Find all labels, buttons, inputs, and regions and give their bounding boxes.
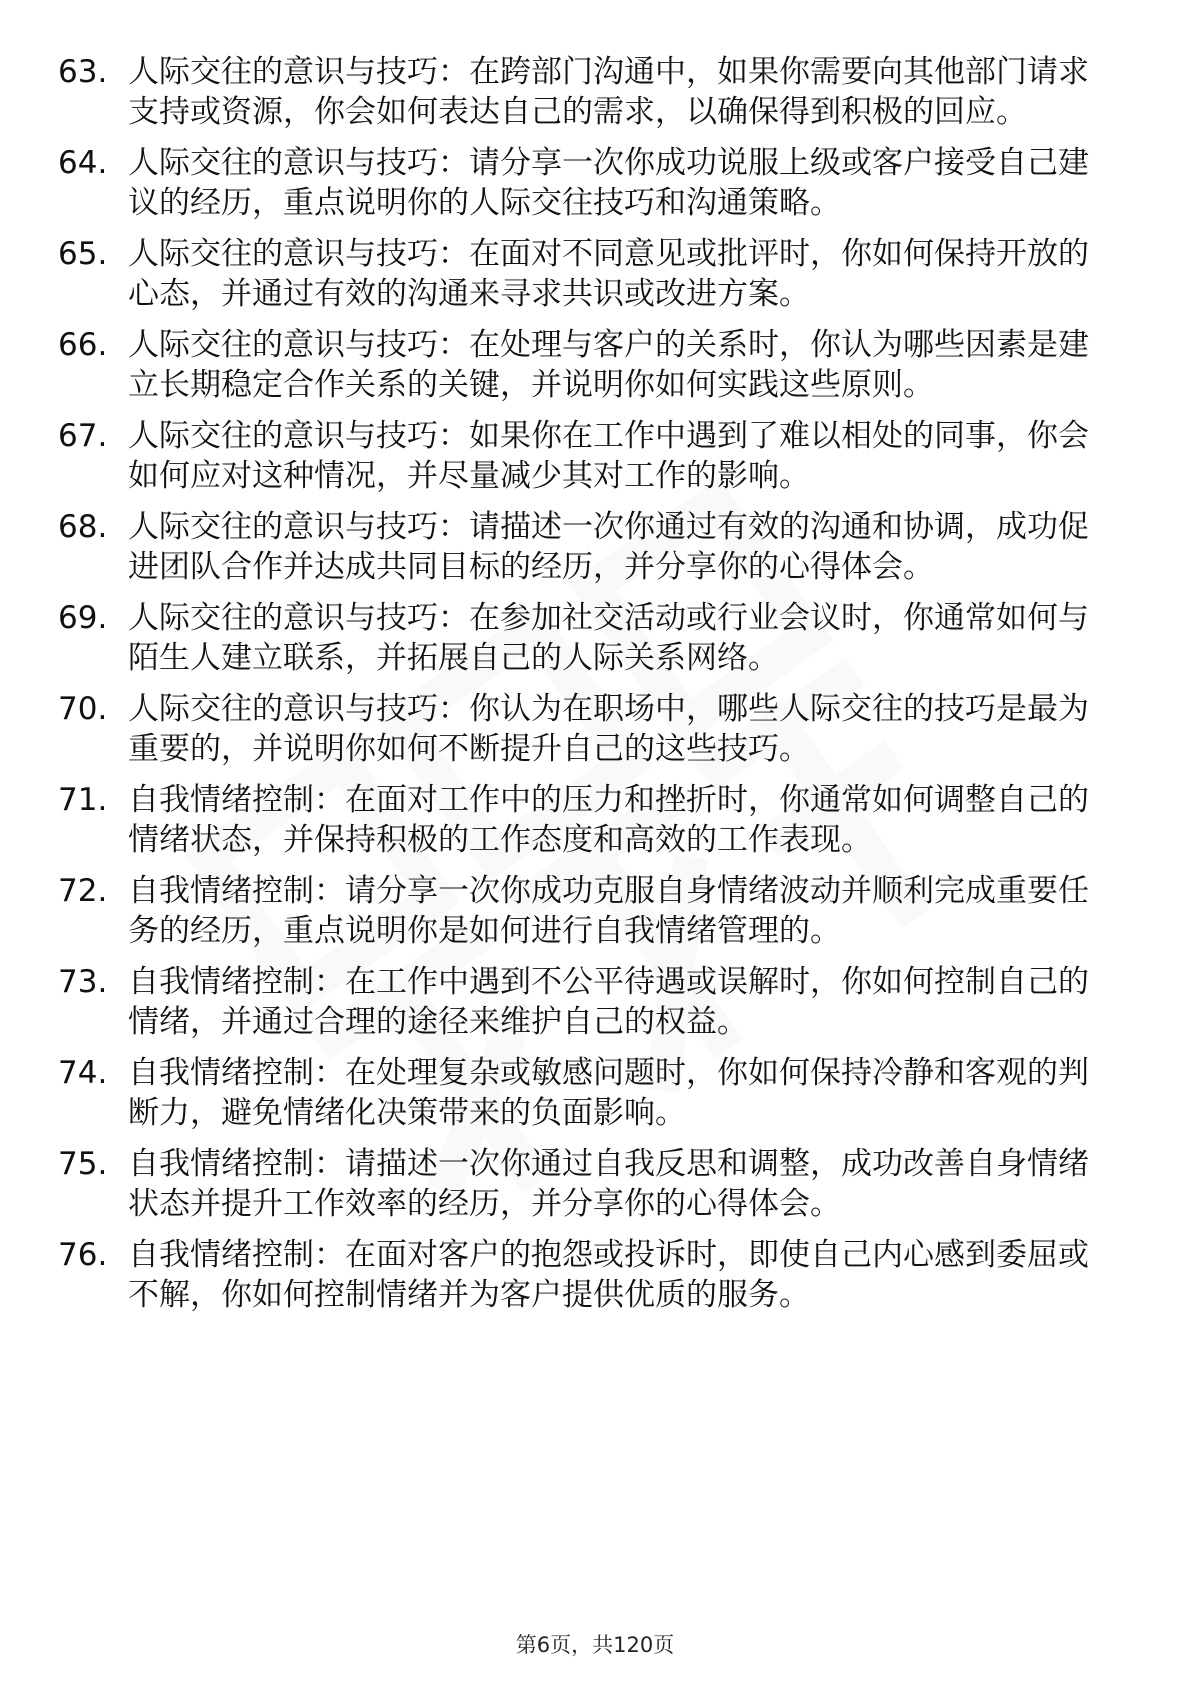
question-item-71 <box>58 780 1118 860</box>
question-item-72 <box>58 871 1118 951</box>
question-item-68 <box>58 507 1118 587</box>
question-number: 66. <box>58 327 108 363</box>
question-number: 72. <box>58 873 108 909</box>
question-number: 70. <box>58 691 108 727</box>
question-text: 人际交往的意识与技巧：在参加社交活动或行业会议时，你通常如何与陌生人建立联系，并拓展自己的人际关系网络。 <box>128 600 1089 676</box>
question-text: 人际交往的意识与技巧：请描述一次你通过有效的沟通和协调，成功促进团队合作并达成共同目标的经历，并分享你的心得体会。 <box>128 509 1089 585</box>
question-item-66 <box>58 325 1118 405</box>
question-text: 人际交往的意识与技巧：在面对不同意见或批评时，你如何保持开放的心态，并通过有效的沟通来寻求共识或改进方案。 <box>128 236 1089 312</box>
question-item-74 <box>58 1053 1118 1133</box>
question-item-69 <box>58 598 1118 678</box>
question-item-70 <box>58 689 1118 769</box>
question-text: 人际交往的意识与技巧：请分享一次你成功说服上级或客户接受自己建议的经历，重点说明你的人际交往技巧和沟通策略。 <box>128 145 1089 221</box>
question-number: 74. <box>58 1055 108 1091</box>
question-text: 自我情绪控制：在面对工作中的压力和挫折时，你通常如何调整自己的情绪状态，并保持积极的工作态度和高效的工作表现。 <box>128 782 1089 858</box>
question-text: 自我情绪控制：在工作中遇到不公平待遇或误解时，你如何控制自己的情绪，并通过合理的途径来维护自己的权益。 <box>128 964 1089 1040</box>
question-number: 63. <box>58 54 108 90</box>
question-number: 65. <box>58 236 108 272</box>
question-item-67 <box>58 416 1118 496</box>
question-number: 68. <box>58 509 108 545</box>
question-item-63 <box>58 52 1118 132</box>
question-item-65 <box>58 234 1118 314</box>
question-number: 64. <box>58 145 108 181</box>
question-number: 67. <box>58 418 108 454</box>
question-text: 自我情绪控制：请描述一次你通过自我反思和调整，成功改善自身情绪状态并提升工作效率的经历，并分享你的心得体会。 <box>128 1146 1089 1222</box>
question-item-76 <box>58 1235 1118 1315</box>
question-number: 73. <box>58 964 108 1000</box>
question-text: 人际交往的意识与技巧：在处理与客户的关系时，你认为哪些因素是建立长期稳定合作关系的关键，并说明你如何实践这些原则。 <box>128 327 1089 403</box>
question-list <box>58 52 1118 1326</box>
question-item-75 <box>58 1144 1118 1224</box>
question-text: 自我情绪控制：在面对客户的抱怨或投诉时，即使自己内心感到委屈或不解，你如何控制情绪并为客户提供优质的服务。 <box>128 1237 1089 1313</box>
question-text: 自我情绪控制：在处理复杂或敏感问题时，你如何保持冷静和客观的判断力，避免情绪化决策带来的负面影响。 <box>128 1055 1089 1131</box>
question-item-64 <box>58 143 1118 223</box>
question-item-73 <box>58 962 1118 1042</box>
question-number: 75. <box>58 1146 108 1182</box>
question-text: 人际交往的意识与技巧：如果你在工作中遇到了难以相处的同事，你会如何应对这种情况，并尽量减少其对工作的影响。 <box>128 418 1089 494</box>
question-text: 自我情绪控制：请分享一次你成功克服自身情绪波动并顺利完成重要任务的经历，重点说明你是如何进行自我情绪管理的。 <box>128 873 1089 949</box>
question-number: 76. <box>58 1237 108 1273</box>
question-text: 人际交往的意识与技巧：在跨部门沟通中，如果你需要向其他部门请求支持或资源，你会如何表达自己的需求，以确保得到积极的回应。 <box>128 54 1089 130</box>
question-text: 人际交往的意识与技巧：你认为在职场中，哪些人际交往的技巧是最为重要的，并说明你如何不断提升自己的这些技巧。 <box>128 691 1089 767</box>
question-number: 71. <box>58 782 108 818</box>
question-number: 69. <box>58 600 108 636</box>
page-footer: 第6页，共120页 <box>515 1633 675 1657</box>
